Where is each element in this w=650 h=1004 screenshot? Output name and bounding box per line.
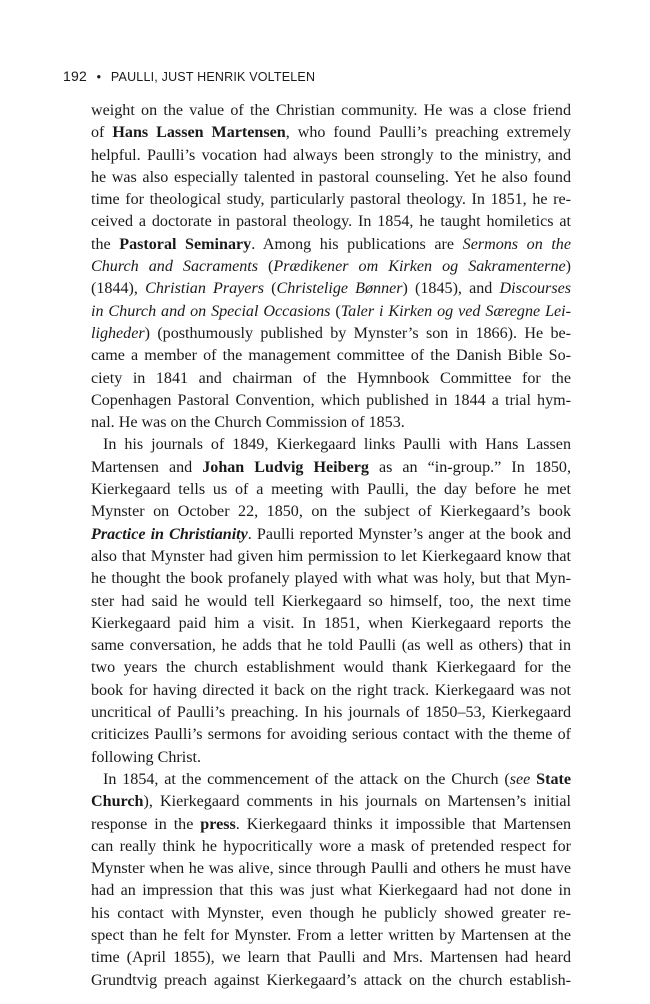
text-run: ciety in 1841 and chairman of the Hymnbook Committee for the — [91, 369, 571, 387]
text-run: Mynster on October 22, 1850, on the subject of Kierkegaard’s book — [91, 503, 571, 521]
text-line — [91, 970, 571, 992]
emphasized-term: Church and Sacraments — [91, 258, 258, 276]
text-line — [91, 925, 571, 947]
text-run: Kierkegaard tells us of a meeting with Paulli, the day before he met — [91, 481, 571, 499]
text-run: had an impression that this was just what Kierkegaard had not done in — [91, 882, 571, 900]
emphasized-term: Pastoral Seminary — [119, 235, 252, 253]
text-run: time (April 1855), we learn that Paulli and Mrs. Martensen had heard — [91, 949, 571, 967]
text-line — [91, 278, 571, 300]
emphasized-term: Prædikener om Kirken og Sakramenterne — [273, 258, 566, 276]
text-run: as an “in-group.” In 1850, — [368, 458, 571, 476]
text-run: can really think he hypocritically wore a mask of pretended respect for — [91, 837, 571, 855]
text-line — [91, 100, 571, 122]
text-run: he thought the book profanely played with what was holy, but that Myn- — [91, 570, 571, 588]
text-line — [91, 479, 571, 501]
text-line — [91, 256, 571, 278]
emphasized-term: see — [509, 770, 531, 788]
text-run: ( — [263, 280, 277, 298]
text-run: book for having directed it back on the right track. Kierkegaard was not — [91, 681, 571, 699]
text-run: nal. He was on the Church Commission of 1853. — [91, 414, 405, 432]
text-line — [91, 390, 571, 412]
running-title: PAULLI, JUST HENRIK VOLTELEN — [110, 70, 316, 84]
text-run: In 1854, at the commencement of the attack on the Church ( — [103, 770, 510, 788]
text-line — [91, 791, 571, 813]
text-line — [91, 323, 571, 345]
text-line — [91, 635, 571, 657]
text-line — [91, 947, 571, 969]
emphasized-term: press — [200, 815, 236, 833]
text-run: Mynster when he was alive, since through Paulli and others he must have — [91, 860, 571, 878]
emphasized-term: in Church and on Special Occasions — [91, 302, 331, 320]
text-run: ( — [258, 258, 274, 276]
text-line — [91, 234, 571, 256]
emphasized-term: Practice in Christianity — [91, 525, 248, 543]
text-run: weight on the value of the Christian community. He was a close friend — [91, 102, 571, 119]
text-run: time for theological study, particularly pastoral theology. In 1851, he re- — [91, 191, 571, 209]
text-run: . Paulli reported Mynster’s anger at the book and — [247, 525, 571, 543]
text-line — [91, 412, 571, 434]
text-line — [91, 345, 571, 367]
text-line — [91, 189, 571, 211]
text-run: ster had said he would tell Kierkegaard so himself, too, the next time — [91, 592, 571, 610]
text-run: . Kierkegaard thinks it impossible that Martensen — [235, 815, 572, 833]
text-line — [91, 702, 571, 724]
text-run: he was also especially talented in pastoral counseling. Yet he also found — [91, 168, 571, 186]
text-run: two years the church establishment would thank Kierkegaard for the — [91, 659, 571, 677]
text-line — [91, 368, 571, 390]
text-run: of — [91, 124, 113, 142]
emphasized-term: ligheder — [91, 324, 145, 342]
text-line — [91, 858, 571, 880]
emphasized-term: Christian Prayers — [145, 280, 264, 298]
text-line — [91, 546, 571, 568]
text-line — [91, 524, 571, 546]
text-line — [91, 122, 571, 144]
emphasized-term: Church — [91, 793, 144, 811]
text-line — [91, 814, 571, 836]
text-run: his contact with Mynster, even though he publicly showed greater re- — [91, 904, 571, 922]
emphasized-term: Discourses — [499, 280, 571, 298]
text-run: ( — [330, 302, 341, 320]
text-line — [91, 501, 571, 523]
text-run: the — [91, 235, 120, 253]
text-line — [91, 591, 571, 613]
entry-body-text — [91, 100, 571, 992]
emphasized-term: Taler i Kirken og ved Særegne Lei- — [340, 302, 571, 320]
text-run: criticizes Paulli’s sermons for avoiding serious contact with the theme of — [91, 726, 571, 744]
text-line — [91, 145, 571, 167]
text-run: . Among his publications are — [251, 235, 463, 253]
text-line — [91, 680, 571, 702]
text-run: Grundtvig preach against Kierkegaard’s attack on the church establish- — [91, 971, 571, 989]
text-line — [91, 657, 571, 679]
text-line — [91, 457, 571, 479]
text-line — [91, 769, 571, 791]
emphasized-term: Sermons on the — [462, 235, 571, 253]
text-line — [91, 301, 571, 323]
emphasized-term: Johan Ludvig Heiberg — [202, 458, 369, 476]
header-bullet: • — [96, 70, 102, 84]
text-run: response in the — [91, 815, 201, 833]
text-run: also that Mynster had given him permission to let Kierkegaard know that — [91, 547, 571, 565]
text-run: helpful. Paulli’s vocation had always been strongly to the ministry, and — [91, 146, 571, 164]
text-run: ), Kierkegaard comments in his journals on Martensen’s initial — [143, 793, 571, 811]
text-run: , who found Paulli’s preaching extremely — [285, 124, 572, 142]
emphasized-term: State — [536, 770, 571, 788]
text-run: uncritical of Paulli’s preaching. In his journals of 1850–53, Kierkegaard — [91, 704, 571, 722]
text-line — [91, 167, 571, 189]
running-header — [63, 68, 315, 84]
text-run: ) (posthumously published by Mynster’s son in 1866). He be- — [144, 324, 571, 342]
text-run: following Christ. — [91, 748, 201, 766]
text-run: (1844), — [91, 280, 146, 298]
text-line — [91, 613, 571, 635]
text-line — [91, 211, 571, 233]
text-line — [91, 880, 571, 902]
text-run: same conversation, he adds that he told Paulli (as well as others) that in — [91, 637, 571, 655]
text-run: spect than he felt for Mynster. From a letter written by Martensen at the — [91, 926, 571, 944]
text-run: Copenhagen Pastoral Convention, which published in 1844 a trial hym- — [91, 391, 571, 409]
text-run: ) — [565, 258, 571, 276]
text-run: ) (1845), and — [402, 280, 500, 298]
emphasized-term: Hans Lassen Martensen — [112, 124, 286, 142]
text-run: ceived a doctorate in pastoral theology. In 1854, he taught homiletics at — [91, 213, 571, 231]
text-run: came a member of the management committee of the Danish Bible So- — [91, 347, 571, 365]
text-line — [91, 568, 571, 590]
text-run: Martensen and — [91, 458, 203, 476]
text-line — [91, 434, 571, 456]
text-line — [91, 747, 571, 769]
emphasized-term: Christelige Bønner — [276, 280, 403, 298]
text-line — [91, 836, 571, 858]
text-run: In his journals of 1849, Kierkegaard links Paulli with Hans Lassen — [103, 436, 571, 454]
text-line — [91, 903, 571, 925]
text-run: Kierkegaard paid him a visit. In 1851, when Kierkegaard reports the — [91, 614, 571, 632]
page-number: 192 — [63, 68, 87, 84]
text-line — [91, 724, 571, 746]
